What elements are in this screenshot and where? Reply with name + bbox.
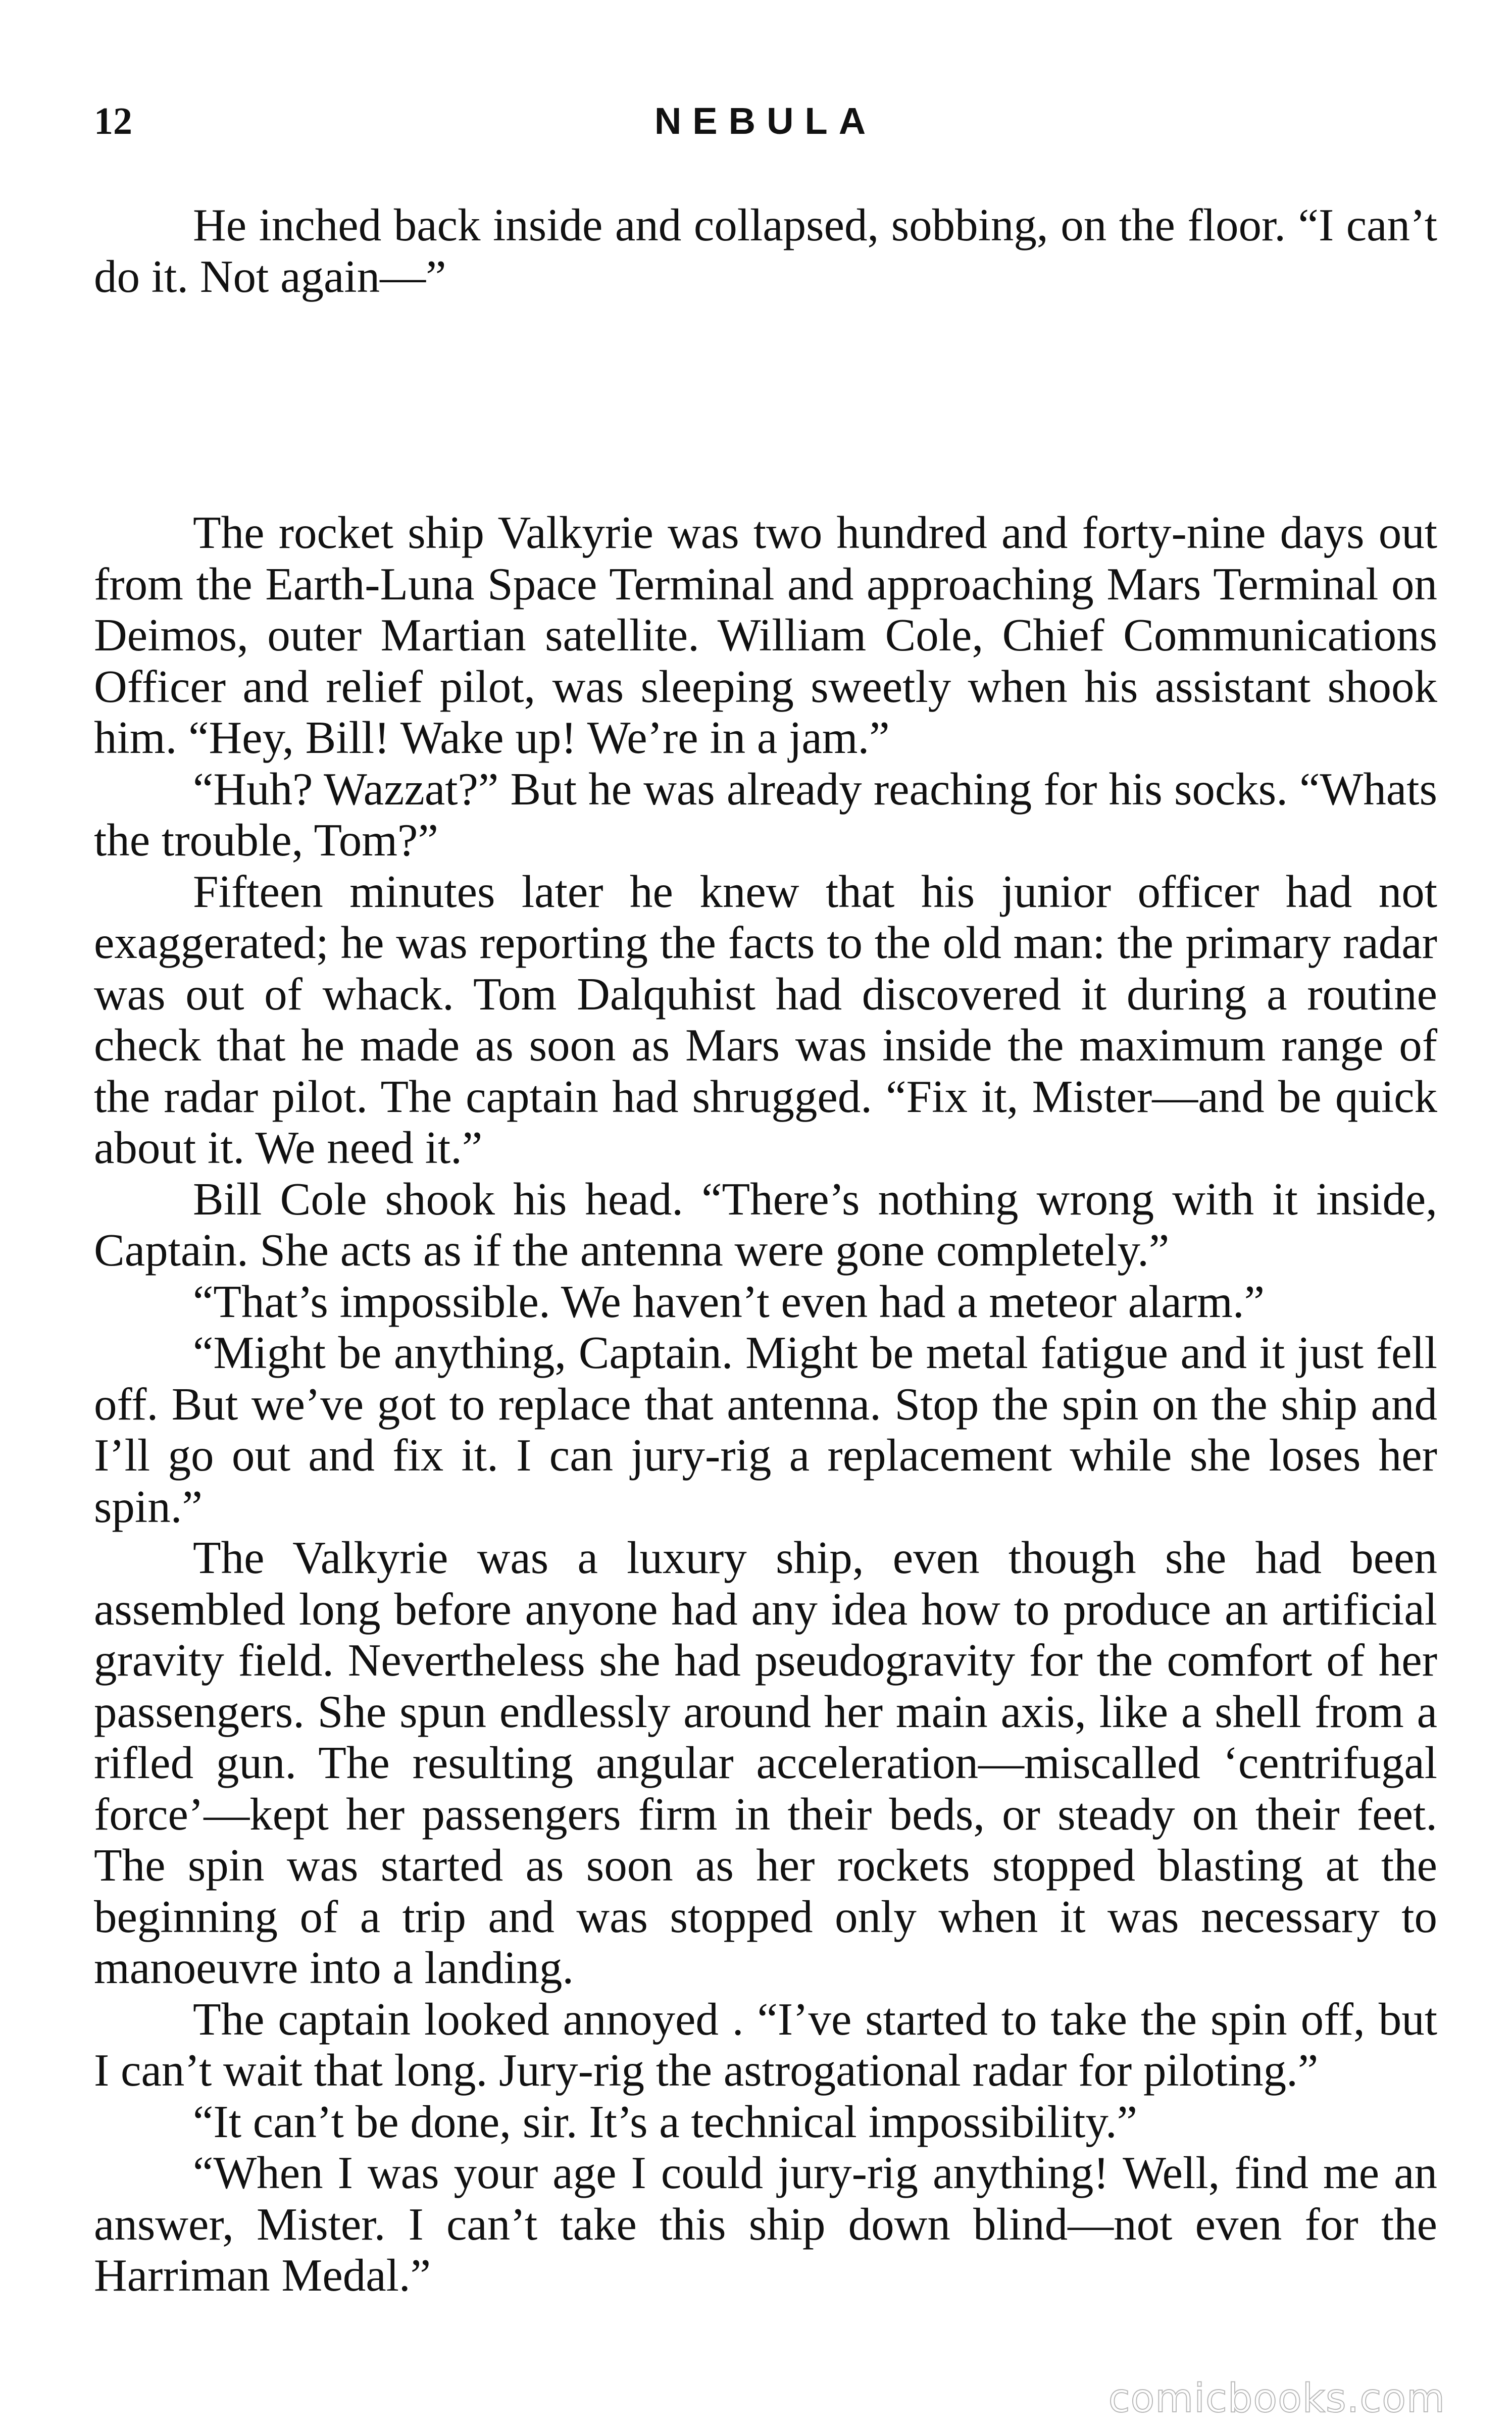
paragraph-11: “When I was your age I could jury-rig anything! Well, find me an answer, Mister. I can’t take this ship down blind—not even for the Harriman Medal.”	[94, 2147, 1437, 2301]
paragraph-6: “That’s impossible. We haven’t even had a meteor alarm.”	[193, 1276, 1265, 1327]
story-text	[94, 199, 1437, 2301]
paragraph-4: Fifteen minutes later he knew that his junior officer had not exaggerated; he was reporting the facts to the old man: the primary radar was out of whack. Tom Dalquhist had discovered it during a routine check that he made as soon as Mars was inside the maximum range of the radar pilot. The captain had shrugged. “Fix it, Mister—and be quick about it. We need it.”	[94, 866, 1437, 1173]
paragraph-5: Bill Cole shook his head. “There’s nothing wrong with it inside, Captain. She acts as if the antenna were gone completely.”	[94, 1173, 1437, 1276]
site-watermark: comicbooks.com	[1108, 2376, 1445, 2421]
paragraph-7: “Might be anything, Captain. Might be metal fatigue and it just fell off. But we’ve got to replace that antenna. Stop the spin on the ship and I’ll go out and fix it. I can jury-rig a replacement while she loses her spin.”	[94, 1327, 1437, 1532]
page-number: 12	[94, 100, 132, 142]
paragraph-2: The rocket ship Valkyrie was two hundred and forty-nine days out from the Earth-Luna Space Terminal and approaching Mars Terminal on Deimos, outer Martian satellite. William Cole, Chief Communications Officer and relief pilot, was sleeping sweetly when his assistant shook him. “Hey, Bill! Wake up! We’re in a jam.”	[94, 507, 1437, 763]
paragraph-1: He inched back inside and collapsed, sobbing, on the floor. “I can’t do it. Not again—”	[94, 199, 1437, 302]
running-head: NEBULA	[654, 100, 877, 142]
page-header	[94, 96, 1437, 146]
paragraph-8: The Valkyrie was a luxury ship, even though she had been assembled long before anyone had any idea how to produce an artificial gravity field. Nevertheless she had pseudogravity for the comfort of her passengers. She spun endlessly around her main axis, like a shell from a rifled gun. The resulting angular acceleration—miscalled ‘centrifugal force’—kept her passengers firm in their beds, or steady on their feet. The spin was started as soon as her rockets stopped blasting at the beginning of a trip and was stopped only when it was necessary to manoeuvre into a landing.	[94, 1532, 1437, 1993]
paragraph-3: “Huh? Wazzat?” But he was already reaching for his socks. “Whats the trouble, Tom?”	[94, 763, 1437, 866]
paragraph-10: “It can’t be done, sir. It’s a technical impossibility.”	[193, 2096, 1138, 2147]
paragraph-9: The captain looked annoyed . “I’ve started to take the spin off, but I can’t wait that long. Jury-rig the astrogational radar for piloting.”	[94, 1993, 1437, 2096]
